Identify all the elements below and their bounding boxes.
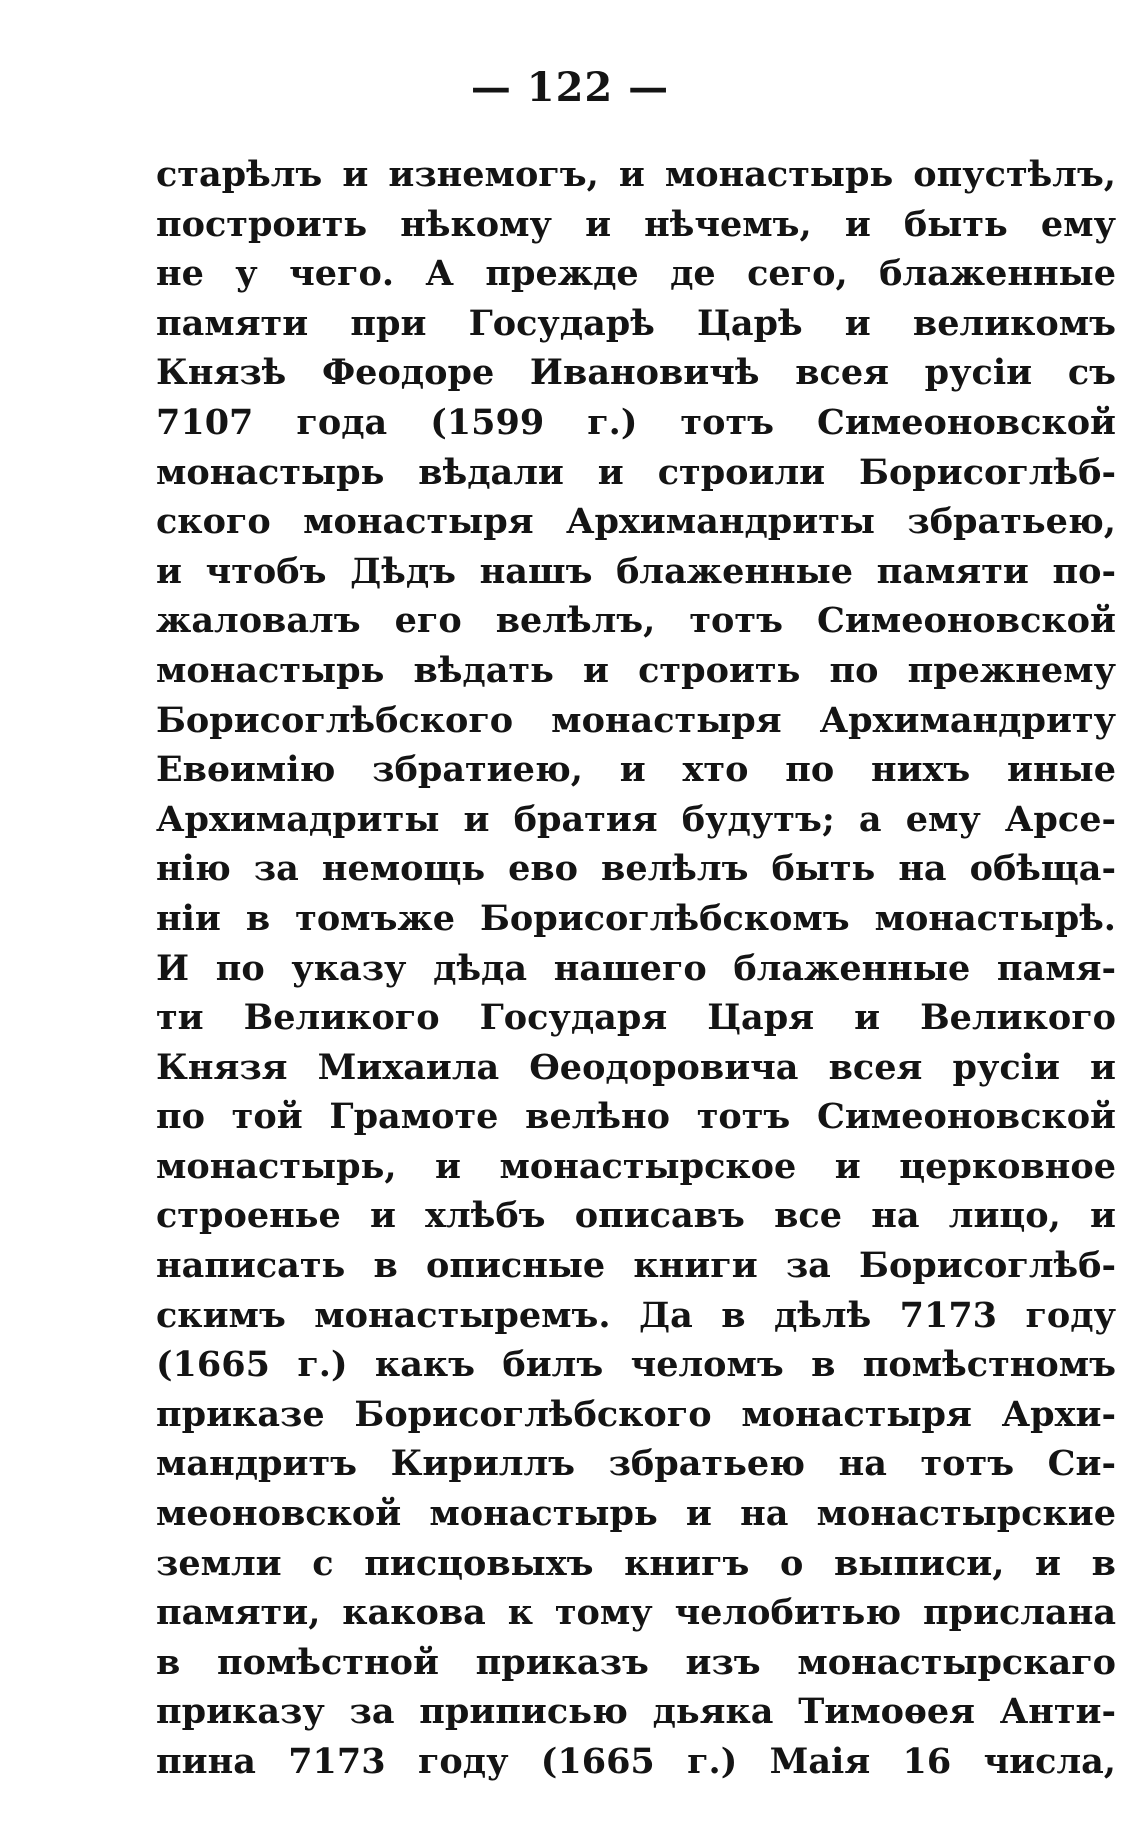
- text-line: ти Великого Государя Царя и Великого: [156, 997, 1116, 1039]
- text-line: не у чего. А прежде де сего, блаженные: [156, 253, 1116, 295]
- text-line: нію за немощь ево велѣлъ быть на обѣща-: [156, 848, 1116, 890]
- text-line: монастырь вѣдали и строили Борисоглѣб-: [156, 451, 1116, 493]
- text-line: пина 7173 году (1665 г.) Маія 16 числа,: [156, 1741, 1116, 1782]
- text-line: Князя Михаила Ѳеодоровича всея русіи и: [156, 1046, 1116, 1088]
- text-line: И по указу дѣда нашего блаженные памя-: [156, 947, 1116, 989]
- text-line: и чтобъ Дѣдъ нашъ блаженные памяти по-: [156, 550, 1116, 592]
- text-line: Борисоглѣбского монастыря Архимандриту: [156, 699, 1116, 741]
- text-line: Евѳимію збратиею, и хто по нихъ иные: [156, 749, 1116, 791]
- text-line: земли с писцовыхъ книгъ о выписи, и в: [156, 1542, 1116, 1584]
- text-line: монастырь, и монастырское и церковное: [156, 1145, 1116, 1187]
- text-line: ніи в томъже Борисоглѣбскомъ монастырѣ.: [156, 897, 1116, 939]
- text-line: строенье и хлѣбъ описавъ все на лицо, и: [156, 1195, 1116, 1237]
- text-line: Князѣ Феодоре Ивановичѣ всея русіи съ: [156, 352, 1116, 394]
- text-line: Архимадриты и братия будутъ; а ему Арсе-: [156, 798, 1116, 840]
- text-line: скимъ монастыремъ. Да в дѣлѣ 7173 году: [156, 1294, 1116, 1336]
- text-line: старѣлъ и изнемогъ, и монастырь опустѣлъ,: [156, 154, 1116, 195]
- text-line: мандритъ Кириллъ збратьею на тотъ Си-: [156, 1443, 1116, 1485]
- page-number: — 122 —: [470, 64, 670, 111]
- text-line: приказе Борисоглѣбского монастыря Архи-: [156, 1393, 1116, 1435]
- text-line: 7107 года (1599 г.) тотъ Симеоновской: [156, 401, 1116, 443]
- text-line: приказу за приписью дьяка Тимоѳея Анти-: [156, 1691, 1116, 1733]
- text-line: по той Грамоте велѣно тотъ Симеоновской: [156, 1096, 1116, 1138]
- text-line: в помѣстной приказъ изъ монастырскаго: [156, 1641, 1116, 1683]
- text-line: памяти, какова к тому челобитью прислана: [156, 1592, 1116, 1634]
- text-line: (1665 г.) какъ билъ челомъ в помѣстномъ: [156, 1344, 1116, 1386]
- text-line: жаловалъ его велѣлъ, тотъ Симеоновской: [156, 600, 1116, 642]
- text-line: меоновской монастырь и на монастырские: [156, 1493, 1116, 1535]
- text-line: построить нѣкому и нѣчемъ, и быть ему: [156, 203, 1116, 245]
- text-line: памяти при Государѣ Царѣ и великомъ: [156, 302, 1116, 344]
- text-line: монастырь вѣдать и строить по прежнему: [156, 649, 1116, 691]
- text-line: написать в описные книги за Борисоглѣб-: [156, 1245, 1116, 1287]
- body-text: [156, 150, 1116, 1787]
- text-line: ского монастыря Архимандриты збратьею,: [156, 501, 1116, 543]
